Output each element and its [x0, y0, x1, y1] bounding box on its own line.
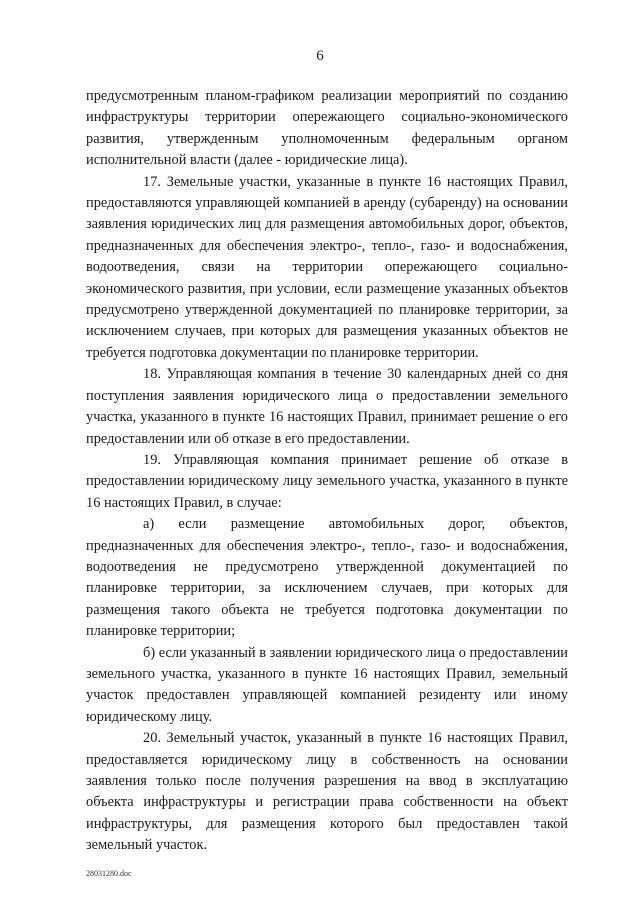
- paragraph-item-18: 18. Управляющая компания в течение 30 календарных дней со дня поступления заявления юридического лица о предоставлении земельного участка, указанного в пункте 16 настоящих Правил, принимает решение о его предоставлении или об отказе в его предоставлении.: [86, 366, 568, 447]
- paragraph-subitem-b: б) если указанный в заявлении юридического лица о предоставлении земельного участка, указанного в пункте 16 настоящих Правил, земельный участок предоставлен управляющей компанией резиденту или иному юридическому лицу.: [86, 644, 568, 725]
- page-number: 6: [316, 48, 324, 64]
- paragraph-continuation: предусмотренным планом-графиком реализации мероприятий по созданию инфраструктуры территории опережающего социально-экономического развития, утвержденным уполномоченным федеральным органом исполнительной власти (далее - юридические лица).: [86, 88, 568, 169]
- paragraph-subitem-a: а) если размещение автомобильных дорог, объектов, предназначенных для обеспечения электро-, тепло-, газо- и водоснабжения, водоотведения не предусмотрено утвержденной документацией по планировке территории, за исключением случаев, при которых для размещения такого объекта не требуется подготовка документации по планировке территории;: [86, 516, 568, 640]
- paragraph-item-17: 17. Земельные участки, указанные в пункте 16 настоящих Правил, предоставляются управляющей компанией в аренду (субаренду) на основании заявления юридических лиц для размещения автомобильных дорог, объектов, предназначенных для обеспечения электро-, тепло-, газо- и водоснабжения, водоотведения, связи на территории опережающего социально-экономического развития, при условии, если размещение указанных объектов предусмотрено утвержденной документацией по планировке территории, за исключением случаев, при которых для размещения указанных объектов не требуется подготовка документации по планировке территории.: [86, 173, 568, 361]
- paragraph-item-19: 19. Управляющая компания принимает решение об отказе в предоставлении юридическому лицу земельного участка, указанного в пункте 16 настоящих Правил, в случае:: [86, 451, 568, 511]
- document-body: [86, 86, 568, 857]
- footer-document-code: 28031280.doc: [86, 869, 132, 878]
- paragraph-item-20: 20. Земельный участок, указанный в пункте 16 настоящих Правил, предоставляется юридическому лицу в собственность на основании заявления только после получения разрешения на ввод в эксплуатацию объекта инфраструктуры и регистрации права собственности на объект инфраструктуры, для размещения которого был предоставлен такой земельный участок.: [86, 730, 568, 854]
